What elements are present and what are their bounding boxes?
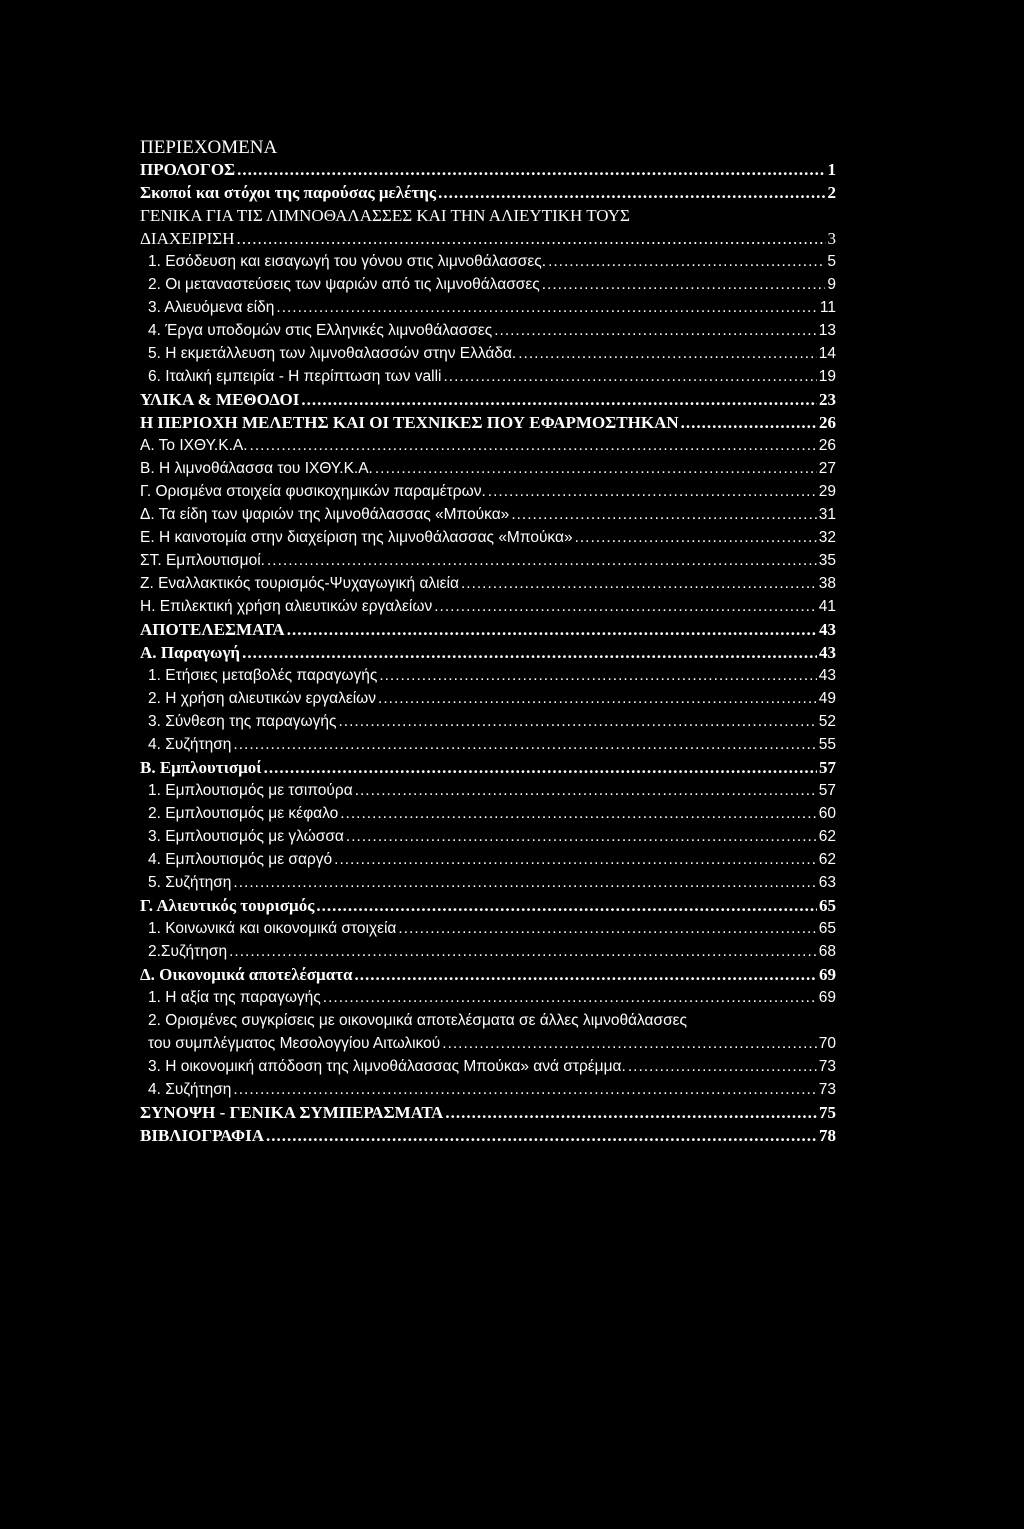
toc-page-number: 13 [818, 322, 836, 339]
toc-entry [148, 918, 836, 940]
toc-page-number: 78 [819, 1126, 836, 1145]
toc-page-number: 27 [818, 460, 836, 477]
toc-page-number: 62 [818, 851, 836, 868]
toc-dot-leader [548, 251, 825, 273]
toc-entry-title: ΔΙΑΧΕΙΡΙΣΗ [140, 229, 235, 248]
toc-dot-leader [575, 527, 817, 549]
toc-entry [140, 435, 836, 457]
toc-entry-title: Ε. Η καινοτομία στην διαχείριση της λιμνοθάλασσας «Μπούκα» [140, 529, 573, 546]
toc-page-number: 3 [827, 229, 836, 248]
toc-page-number: 29 [818, 483, 836, 500]
toc-entry [148, 734, 836, 756]
toc-page-number: 43 [818, 667, 836, 684]
toc-entry [148, 251, 836, 273]
toc-dot-leader [301, 389, 817, 411]
toc-dot-leader [445, 1102, 817, 1124]
toc-page-number: 11 [819, 299, 836, 316]
toc-page-number: 26 [818, 437, 836, 454]
toc-entry [148, 1056, 836, 1078]
toc-entry [140, 596, 836, 618]
toc-entry-title: 5. Η εκμετάλλευση των λιμνοθαλασσών στην Ελλάδα. [148, 345, 517, 362]
toc-entry-title: 6. Ιταλική εμπειρία - Η περίπτωση των valli [148, 368, 442, 385]
toc-entry [140, 228, 836, 250]
toc-dot-leader [375, 458, 817, 480]
toc-page-number: 9 [827, 276, 836, 293]
toc-entry-title: του συμπλέγματος Μεσολογγίου Αιτωλικού [148, 1035, 441, 1052]
toc-dot-leader [264, 757, 817, 779]
toc-entry-title: 3. Η οικονομική απόδοση της λιμνοθάλασσας Μπούκα» ανά στρέμμα. [148, 1058, 626, 1075]
toc-entry [148, 665, 836, 687]
toc-page-number: 2 [827, 183, 836, 202]
toc-entry [148, 872, 836, 894]
toc-entry-title: Γ. Ορισμένα στοιχεία φυσικοχημικών παραμέτρων. [140, 483, 486, 500]
toc-dot-leader [236, 228, 825, 250]
toc-page-number: 75 [819, 1103, 836, 1122]
toc-page-number: 73 [818, 1058, 836, 1075]
toc-dot-leader [378, 688, 817, 710]
toc-dot-leader [233, 1079, 816, 1101]
toc-page-number: 23 [819, 390, 836, 409]
toc-dot-leader [461, 573, 817, 595]
toc-entry-title: 2.Συζήτηση [148, 943, 228, 960]
toc-page-number: 19 [818, 368, 836, 385]
toc-entry-title: Η. Επιλεκτική χρήση αλιευτικών εργαλείων [140, 598, 433, 615]
toc-entry [148, 1079, 836, 1101]
toc-page-number: 35 [818, 552, 836, 569]
toc-entry [148, 711, 836, 733]
toc-dot-leader [334, 849, 817, 871]
toc-entry [148, 941, 836, 963]
toc-dot-leader [233, 872, 816, 894]
toc-dot-leader [355, 964, 818, 986]
toc-entry [148, 826, 836, 848]
toc-dot-leader [287, 619, 817, 641]
toc-page-number: 43 [819, 620, 836, 639]
toc-dot-leader [518, 343, 817, 365]
toc-entry-title: 4. Συζήτηση [148, 1081, 232, 1098]
toc-page-number: 1 [827, 160, 836, 179]
toc-entry-title: 4. Έργα υποδομών στις Ελληνικές λιμνοθάλασσες [148, 322, 493, 339]
toc-page-number: 69 [819, 965, 836, 984]
toc-entry-title: ΠΡΟΛΟΓΟΣ [140, 160, 236, 179]
toc-page-number: 38 [818, 575, 836, 592]
toc-entry-title: ΑΠΟΤΕΛΕΣΜΑΤΑ [140, 620, 285, 639]
toc-entry-title: 1. Η αξία της παραγωγής [148, 989, 321, 1006]
toc-entry [140, 504, 836, 526]
toc-page-number: 70 [818, 1035, 836, 1052]
toc-dot-leader [276, 297, 818, 319]
toc-page-number: 65 [819, 896, 836, 915]
toc-page-number: 49 [818, 690, 836, 707]
toc-dot-leader [442, 1033, 816, 1055]
toc-entry [148, 780, 836, 802]
toc-entry-title: 3. Σύνθεση της παραγωγής [148, 713, 337, 730]
toc-page-number: 69 [818, 989, 836, 1006]
toc-entry [140, 1102, 836, 1124]
toc-page-number: 5 [827, 253, 836, 270]
toc-entry-title: 1. Εμπλουτισμός με τσιπούρα [148, 782, 353, 799]
toc-entry [148, 1033, 836, 1055]
toc-dot-leader [346, 826, 817, 848]
toc-dot-leader [267, 550, 817, 572]
toc-dot-leader [628, 1056, 817, 1078]
toc-dot-leader [443, 366, 816, 388]
toc-entry-title: 3. Εμπλουτισμός με γλώσσα [148, 828, 344, 845]
toc-entry-title: 4. Συζήτηση [148, 736, 232, 753]
toc-dot-leader [379, 665, 816, 687]
toc-dot-leader [355, 780, 817, 802]
toc-page-number: 57 [818, 782, 836, 799]
toc-page-number: 62 [818, 828, 836, 845]
toc-heading: ΠΕΡΙΕΧΟΜΕΝΑ [140, 137, 278, 158]
toc-page-number: 26 [819, 413, 836, 432]
toc-page-number: 60 [818, 805, 836, 822]
toc-entry [140, 481, 836, 503]
toc-entry [148, 274, 836, 296]
toc-entry [140, 159, 836, 181]
toc-dot-leader [229, 941, 817, 963]
toc-entry-title: 2. Η χρήση αλιευτικών εργαλείων [148, 690, 377, 707]
toc-entry [140, 964, 836, 986]
toc-dot-leader [488, 481, 817, 503]
toc-page-number: 65 [818, 920, 836, 937]
toc-entry [148, 849, 836, 871]
toc-entry-title: ΣΤ. Εμπλουτισμοί. [140, 552, 265, 569]
toc-entry [140, 1125, 836, 1147]
toc-dot-leader [681, 412, 817, 434]
toc-dot-leader [250, 435, 817, 457]
toc-entry [148, 688, 836, 710]
toc-entry-title: ΣΥΝΟΨΗ - ΓΕΝΙΚΑ ΣΥΜΠΕΡΑΣΜΑΤΑ [140, 1103, 444, 1122]
toc-entry-title: Σκοποί και στόχοι της παρούσας μελέτης [140, 183, 437, 202]
toc-page-number: 31 [818, 506, 836, 523]
toc-entry-title: Δ. Οικονομικά αποτελέσματα [140, 965, 353, 984]
toc-entry-title: 3. Αλιευόμενα είδη [148, 299, 275, 316]
toc-entry-title: 4. Εμπλουτισμός με σαργό [148, 851, 333, 868]
toc-dot-leader [323, 987, 817, 1009]
toc-dot-leader [233, 734, 816, 756]
toc-entry-title: Α. Παραγωγή [140, 643, 241, 662]
toc-entry-title: 1. Κοινωνικά και οικονομικά στοιχεία [148, 920, 397, 937]
toc-entry-title: Η ΠΕΡΙΟΧΗ ΜΕΛΕΤΗΣ ΚΑΙ ΟΙ ΤΕΧΝΙΚΕΣ ΠΟΥ ΕΦΑΡΜΟΣΤΗΚΑΝ [140, 413, 679, 432]
toc-page-number: 52 [818, 713, 836, 730]
toc-page-number: 63 [818, 874, 836, 891]
toc-dot-leader [242, 642, 817, 664]
toc-entry-title: Δ. Τα είδη των ψαριών της λιμνοθάλασσας «Μπούκα» [140, 506, 510, 523]
toc-dot-leader [511, 504, 816, 526]
toc-dot-leader [438, 182, 825, 204]
toc-entry [140, 895, 836, 917]
toc-entry [148, 297, 836, 319]
toc-dot-leader [339, 711, 817, 733]
toc-entry [140, 573, 836, 595]
toc-entry [140, 757, 836, 779]
toc-entry-title: 2. Ορισμένες συγκρίσεις με οικονομικά αποτελέσματα σε άλλες λιμνοθάλασσες [148, 1012, 688, 1029]
toc-entry-title: Ζ. Εναλλακτικός τουρισμός-Ψυχαγωγική αλιεία [140, 575, 459, 592]
toc-page-number: 73 [818, 1081, 836, 1098]
toc-entry [140, 205, 630, 227]
toc-dot-leader [237, 159, 825, 181]
toc-dot-leader [434, 596, 817, 618]
toc-entry [148, 366, 836, 388]
toc-entry [140, 458, 836, 480]
toc-entry-title: 1. Ετήσιες μεταβολές παραγωγής [148, 667, 378, 684]
toc-page-number: 32 [818, 529, 836, 546]
toc-entry [148, 803, 836, 825]
toc-entry [140, 642, 836, 664]
toc-entry-title: ΓΕΝΙΚΑ ΓΙΑ ΤΙΣ ΛΙΜΝΟΘΑΛΑΣΣΕΣ ΚΑΙ ΤΗΝ ΑΛΙΕΥΤΙΚΗ ΤΟΥΣ [140, 206, 630, 225]
toc-entry-title: 1. Εσόδευση και εισαγωγή του γόνου στις λιμνοθάλασσες. [148, 253, 547, 270]
toc-dot-leader [340, 803, 817, 825]
toc-entry [148, 343, 836, 365]
toc-dot-leader [316, 895, 817, 917]
toc-entry [140, 619, 836, 641]
toc-page-number: 68 [818, 943, 836, 960]
toc-entry-title: ΒΙΒΛΙΟΓΡΑΦΙΑ [140, 1126, 265, 1145]
toc-entry [148, 320, 836, 342]
toc-page-number: 43 [819, 643, 836, 662]
toc-entry-title: Β. Η λιμνοθάλασσα του ΙΧΘΥ.Κ.Α. [140, 460, 373, 477]
toc-dot-leader [398, 918, 816, 940]
toc-entry [148, 987, 836, 1009]
toc-entry-title: 2. Εμπλουτισμός με κέφαλο [148, 805, 339, 822]
toc-entry-title: Γ. Αλιευτικός τουρισμός [140, 896, 315, 915]
toc-entry [148, 1010, 687, 1032]
toc-entry-title: 2. Οι μεταναστεύσεις των ψαριών από τις λιμνοθάλασσες [148, 276, 540, 293]
toc-entry [140, 182, 836, 204]
toc-entry-title: Α. Το ΙΧΘΥ.Κ.Α. [140, 437, 248, 454]
toc-entry-title: 5. Συζήτηση [148, 874, 232, 891]
toc-entry-title: Β. Εμπλουτισμοί [140, 758, 262, 777]
toc-entry [140, 412, 836, 434]
toc-page-number: 55 [818, 736, 836, 753]
toc-entry [140, 389, 836, 411]
toc-page-number: 41 [818, 598, 836, 615]
toc-dot-leader [542, 274, 826, 296]
toc-dot-leader [494, 320, 817, 342]
toc-entry [140, 550, 836, 572]
toc-entry-title: ΥΛΙΚΑ & ΜΕΘΟΔΟΙ [140, 390, 300, 409]
toc-page-number: 14 [818, 345, 836, 362]
toc-page-number: 57 [819, 758, 836, 777]
toc-entry [140, 527, 836, 549]
toc-dot-leader [266, 1125, 817, 1147]
